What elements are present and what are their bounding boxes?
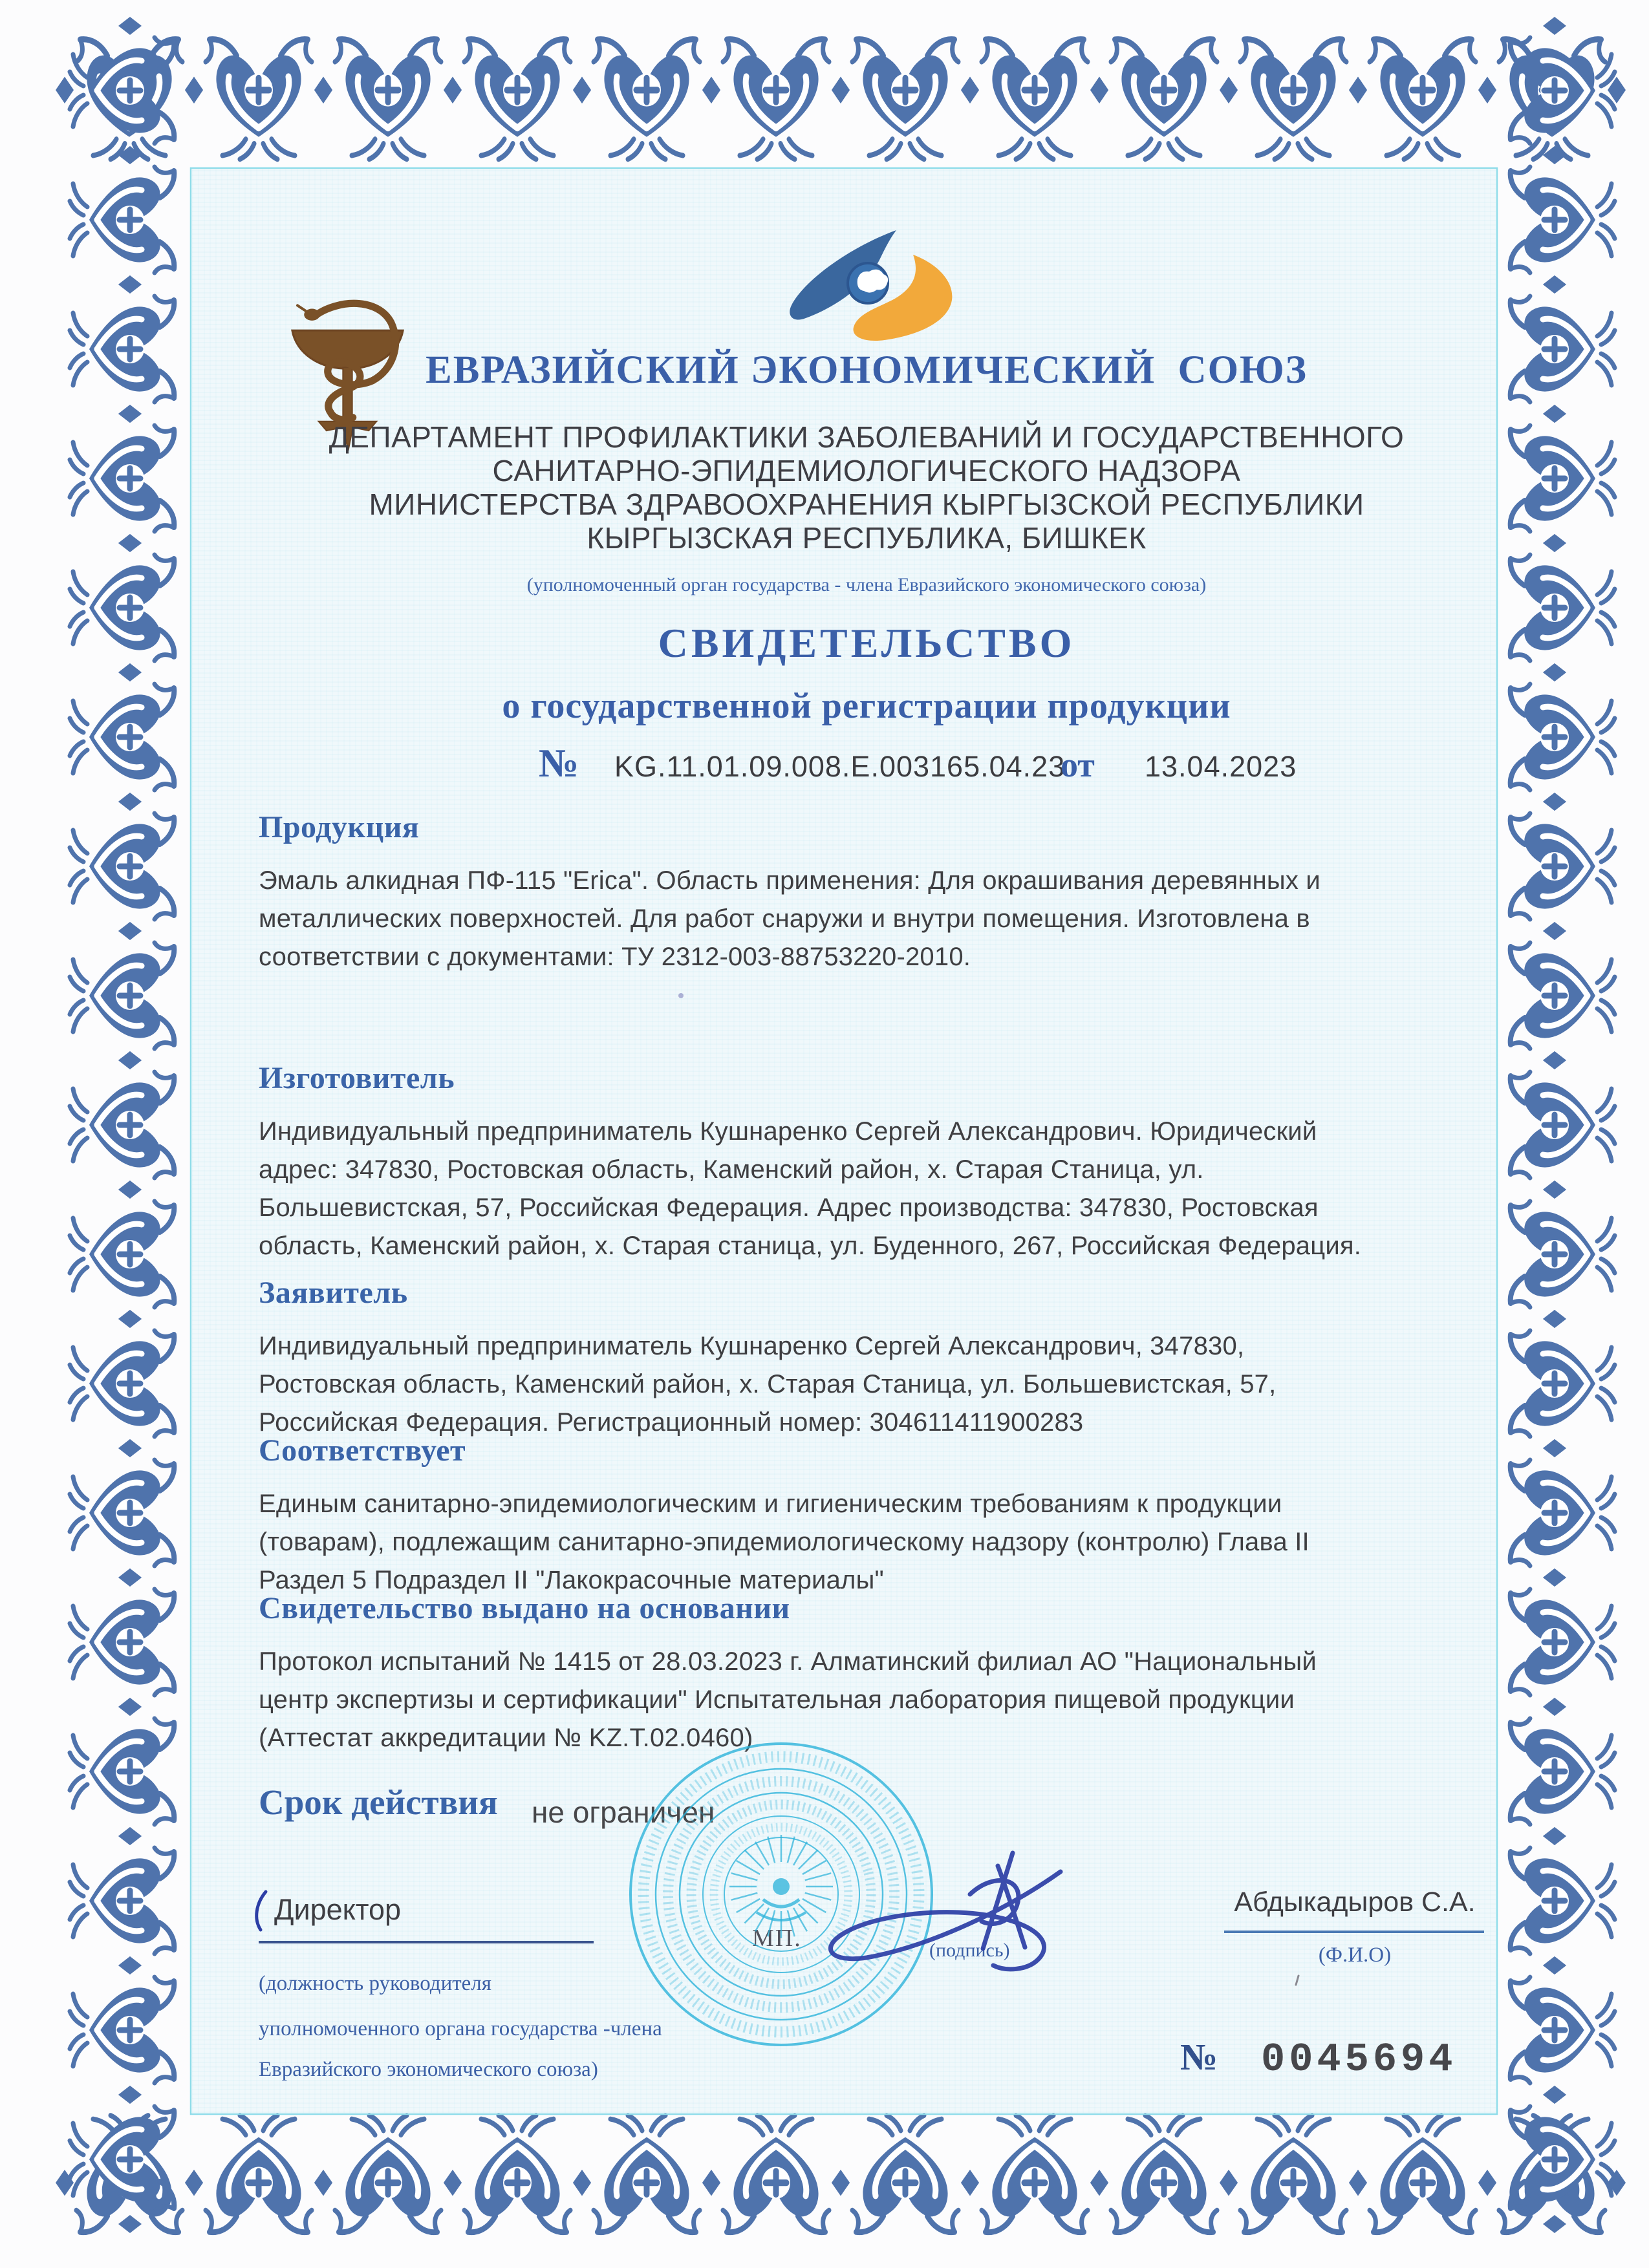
eaeu-logo [770, 226, 964, 349]
section-heading: Свидетельство выдано на основании [259, 1591, 790, 1625]
position-title: Директор [274, 1893, 402, 1926]
section-body: Протокол испытаний № 1415 от 28.03.2023 г. Алматинский филиал АО "Национальный центр экспертизы и сертификации" Испытательная лаборатория пищевой продукции (Аттестат аккредитации № KZ.T.02.0460) [259, 1647, 1317, 1752]
name-note: (Ф.И.О) [1318, 1943, 1392, 1967]
section-applicant [259, 1275, 1374, 1442]
validity-label: Срок действия [259, 1782, 498, 1822]
section-heading: Соответствует [259, 1433, 466, 1468]
validity-value: не ограничен [532, 1795, 715, 1829]
section-complies [259, 1433, 1374, 1599]
signer-name: Абдыкадыров С.А. [1234, 1887, 1476, 1918]
number-label: № [539, 742, 579, 786]
position-note-line: (должность руководителя [259, 1972, 491, 1995]
section-body: Единым санитарно-эпидемиологическим и гигиеническим требованиям к продукции (товарам), подлежащим санитарно-эпидемиологическому надзору (контролю) Глава II Раздел 5 Подраздел II "Лакокрасочные материалы" [259, 1490, 1310, 1594]
certificate-number: KG.11.01.09.008.E.003165.04.23 [614, 750, 1066, 783]
round-stamp [620, 1733, 943, 2056]
department-line: ДЕПАРТАМЕНТ ПРОФИЛАКТИКИ ЗАБОЛЕВАНИЙ И ГОСУДАРСТВЕННОГО [329, 420, 1405, 454]
form-number: 0045694 [1261, 2037, 1457, 2082]
signature-line-left [259, 1941, 594, 1943]
position-note-line: уполномоченного органа государства -члена [259, 2017, 662, 2040]
union-title: ЕВРАЗИЙСКИЙ ЭКОНОМИЧЕСКИЙ СОЮЗ [426, 348, 1308, 392]
section-product [259, 809, 1374, 976]
certificate-date: 13.04.2023 [1145, 750, 1297, 783]
position-note-line: Евразийского экономического союза) [259, 2058, 598, 2081]
department-lines [220, 420, 1513, 555]
certificate-title: СВИДЕТЕЛЬСТВО [658, 620, 1075, 666]
section-heading: Продукция [259, 810, 420, 844]
section-body: Индивидуальный предприниматель Кушнаренко Сергей Александрович, 347830, Ростовская область, Каменский район, х. Старая Станица, ул. Большевистская, 57, Российская Федерация. Регистрационный номер: 304611411900283 [259, 1332, 1277, 1437]
department-line: МИНИСТЕРСТВА ЗДРАВООХРАНЕНИЯ КЫРГЫЗСКОЙ РЕСПУБЛИКИ [369, 487, 1364, 521]
stamp-place-label: МП. [752, 1925, 802, 1952]
date-of-label: от [1061, 745, 1095, 784]
signature-line-right [1224, 1931, 1484, 1933]
section-body: Эмаль алкидная ПФ-115 "Erica". Область применения: Для окрашивания деревянных и металлических поверхностей. Для работ снаружи и внутри помещения. Изготовлена в соответствии с документами: ТУ 2312-003-88753220-2010. [259, 866, 1320, 971]
signature-note: (подпись) [929, 1940, 1010, 1961]
certificate-subtitle: о государственной регистрации продукции [502, 686, 1231, 726]
section-heading: Заявитель [259, 1276, 408, 1310]
section-manufacturer [259, 1060, 1374, 1265]
form-number-label: № [1180, 2036, 1218, 2078]
department-line: КЫРГЫЗСКАЯ РЕСПУБЛИКА, БИШКЕК [587, 521, 1147, 555]
department-line: САНИТАРНО-ЭПИДЕМИОЛОГИЧЕСКОГО НАДЗОРА [492, 454, 1241, 487]
authority-note: (уполномоченный орган государства - члена Евразийского экономического союза) [526, 574, 1207, 595]
section-heading: Изготовитель [259, 1061, 455, 1095]
section-body: Индивидуальный предприниматель Кушнаренко Сергей Александрович. Юридический адрес: 347830, Ростовская область, Каменский район, х. Старая Станица, ул. Большевистская, 57, Российская Федерация. Адрес производства: 347830, Ростовская область, Каменский район, х. Старая станица, ул. Буденного, 267, Российская Федерация. [259, 1117, 1362, 1260]
